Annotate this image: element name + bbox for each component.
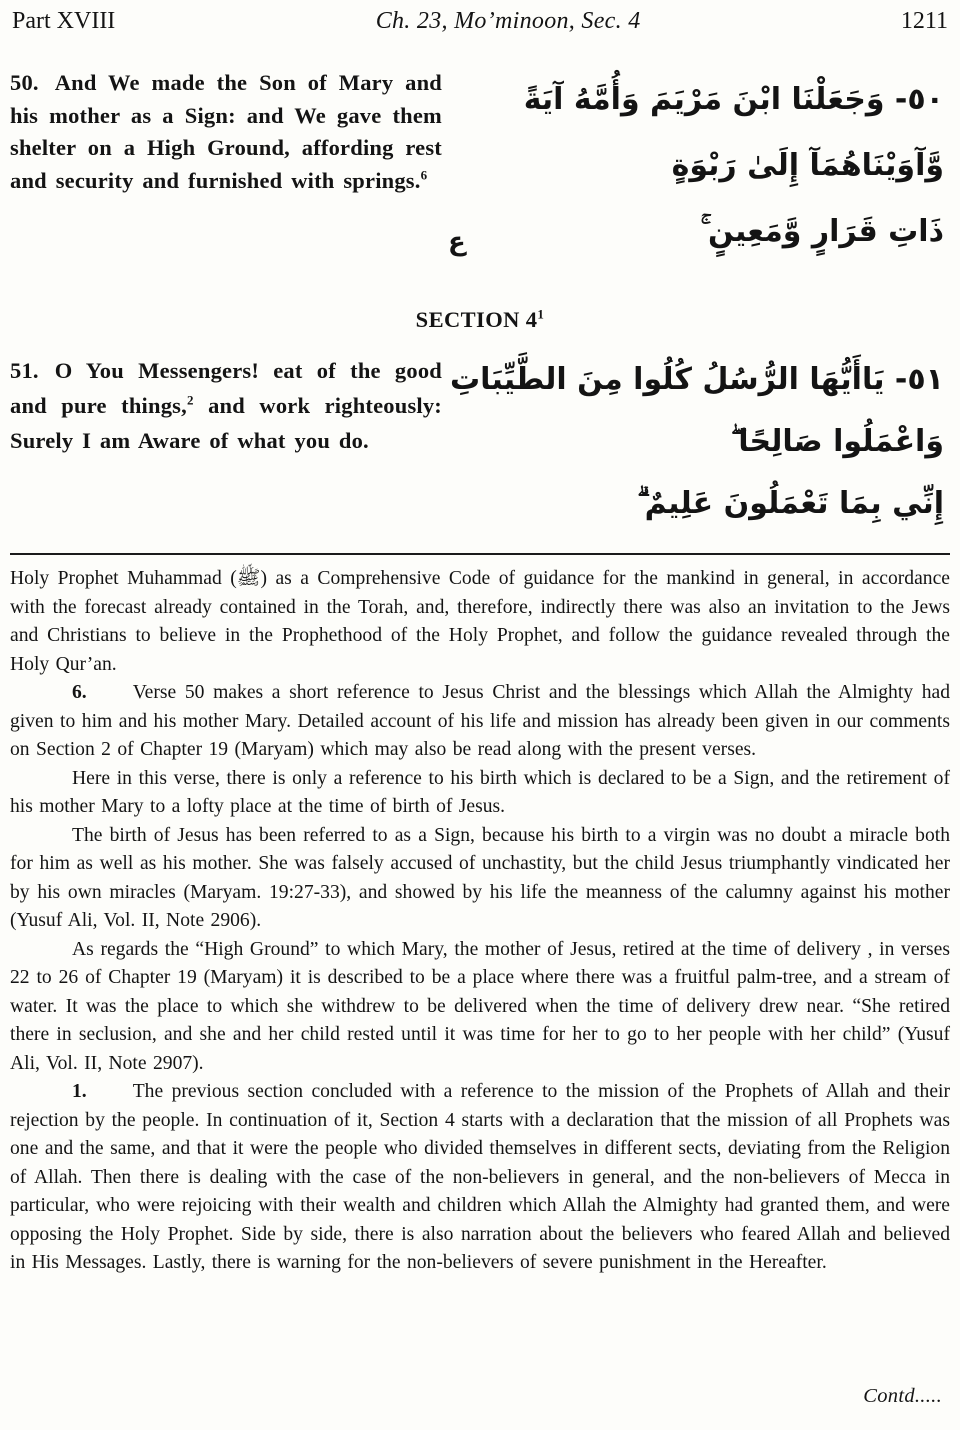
arabic-line: وَّآوَيْنَاهُمَآ إِلَىٰ رَبْوَةٍ xyxy=(671,148,944,183)
arabic-line: ٥١- يَاأَيُّهَا الرُّسُلُ كُلُوا مِنَ الطَّيِّبَاتِ xyxy=(450,362,944,397)
commentary-paragraph xyxy=(10,936,950,1079)
footnote-ref: 6 xyxy=(420,167,428,182)
paragraph-text: As regards the “High Ground” to which Mary, the mother of Jesus, retired at the time of delivery , in verses 22 to 26 of Chapter 19 (Maryam) it is described to be a place where there was a fruitful palm-tree, and a stream of water. It was the place to which she withdrew to be delivered when the time of delivery drew near. “She retired there in seclusion, and she and her child rested until it was time for her to go to her people with her child” (Yusuf Ali, Vol. II, Note 2907). xyxy=(10,938,950,1074)
verse-arabic-51 xyxy=(442,345,950,535)
verse-block-51 xyxy=(10,345,950,535)
chapter-title: Ch. 23, Mo’minoon, Sec. 4 xyxy=(375,8,641,34)
verse-arabic-50 xyxy=(442,67,950,265)
arabic-line: وَاعْمَلُوا صَالِحًا ۖ xyxy=(730,424,944,459)
commentary-paragraph xyxy=(10,1078,950,1278)
note-number: 6. xyxy=(72,682,87,703)
verse-block-50 xyxy=(10,67,950,265)
verse-number: 50. xyxy=(10,70,39,95)
verse-english-51 xyxy=(10,345,442,458)
commentary-paragraph xyxy=(10,679,950,765)
paragraph-text: Verse 50 makes a short reference to Jesus Christ and the blessings which Allah the Almighty had given to him and his mother Mary. Detailed account of his life and mission has already been given in our comments on Section 2 of Chapter 19 (Maryam) which may also be read along with the present verses. xyxy=(10,682,950,760)
part-label: Part XVIII xyxy=(12,8,116,34)
verse-english-50 xyxy=(10,67,442,197)
ruku-marker: ع xyxy=(448,227,466,257)
page-number: 1211 xyxy=(900,8,948,34)
page-header xyxy=(10,6,950,35)
section-divider xyxy=(10,553,950,555)
arabic-line: إِنِّي بِمَا تَعْمَلُونَ عَلِيمٌ ۗ xyxy=(637,486,944,521)
footnote-ref: 2 xyxy=(186,392,194,408)
commentary-paragraph xyxy=(10,765,950,822)
verse-number: 51. xyxy=(10,358,39,383)
arabic-line: ذَاتِ قَرَارٍ وَّمَعِينٍ ۚ xyxy=(700,214,944,249)
commentary xyxy=(10,565,950,1278)
section-heading xyxy=(10,307,950,333)
paragraph-text: The birth of Jesus has been referred to as a Sign, because his birth to a virgin was no doubt a miracle both for him as well as his mother. She was falsely accused of unchastity, but the child Jesus triumphantly vindicated her by his own miracles (Maryam. 19:27-33), and showed by his life the meanness of the calumny against his mother (Yusuf Ali, Vol. II, Note 2906). xyxy=(10,824,950,931)
verse-text-after: and work righteously: Surely I am Aware of what you do. xyxy=(10,393,442,453)
section-heading-text: SECTION 4 xyxy=(415,307,538,332)
verse-text: And We made the Son of Mary and his mother as a Sign: and We gave them shelter on a High Ground, affording rest and security and furnished with springs. xyxy=(10,70,442,193)
continued-label: Contd..... xyxy=(863,1385,942,1407)
note-number: 1. xyxy=(72,1081,87,1102)
paragraph-text: Here in this verse, there is only a reference to his birth which is declared to be a Sign, and the retirement of his mother Mary to a lofty place at the time of birth of Jesus. xyxy=(10,767,950,817)
commentary-paragraph xyxy=(10,565,950,679)
footnote-ref: 1 xyxy=(537,306,545,322)
verse-text: O You Messengers! eat of the good and pure things, xyxy=(10,358,442,418)
paragraph-text: The previous section concluded with a reference to the mission of the Prophets of Allah and their rejection by the people. In continuation of it, Section 4 starts with a declaration that the mission of all Prophets was one and the same, and that it were the people who divided themselves in different sects, deviating from the Religion of Allah. Then there is dealing with the case of the non-believers in general, and the non-believers of Mecca in particular, who were rejoicing with their wealth and children which Allah the Almighty had granted them, and were opposing the Holy Prophet. Side by side, there is also narration about the believers who feared Allah and believed in His Messages. Lastly, there is warning for the non-believers of severe punishment in the Hereafter. xyxy=(10,1081,950,1273)
commentary-paragraph xyxy=(10,822,950,936)
arabic-line: ٥٠- وَجَعَلْنَا ابْنَ مَرْيَمَ وَأُمَّهُ آيَةً xyxy=(523,82,944,117)
paragraph-text: Holy Prophet Muhammad (ﷺ) as a Comprehensive Code of guidance for the mankind in general, in accordance with the forecast already contained in the Torah, and, therefore, indirectly there was also an invitation to the Jews and Christians to believe in the Prophethood of the Holy Prophet, and follow the guidance revealed through the Holy Qur’an. xyxy=(10,568,950,675)
